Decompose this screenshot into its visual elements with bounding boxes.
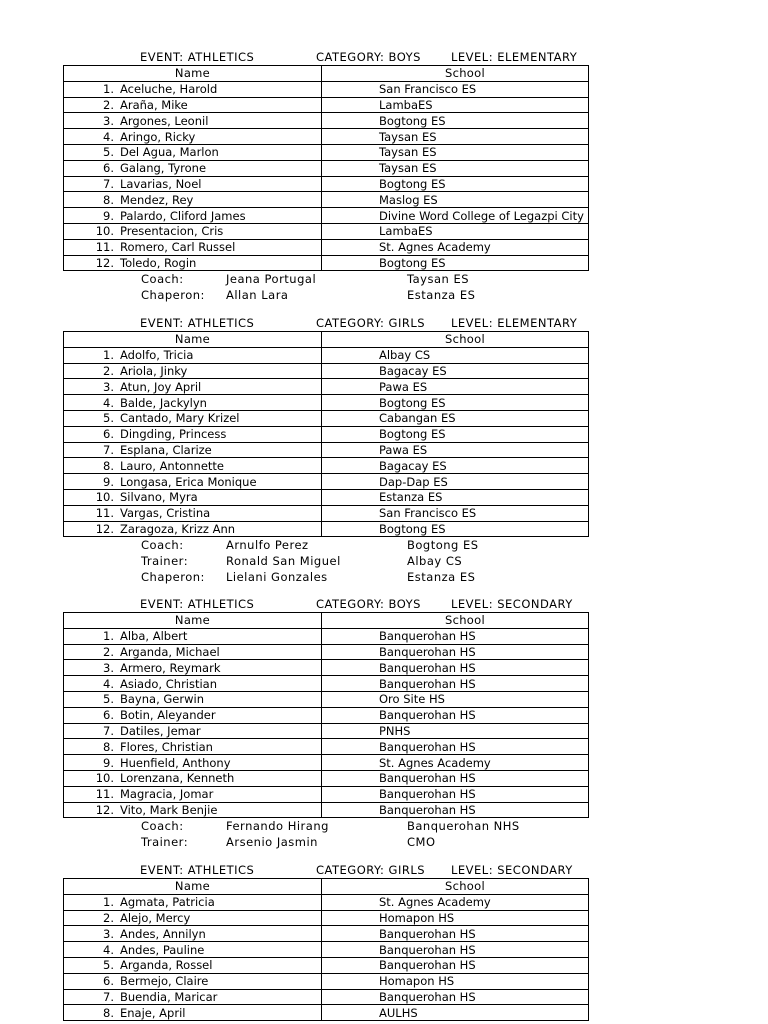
table-row [64,660,589,676]
table-row [64,755,589,771]
row-number: 6. [103,974,114,989]
table-row [64,442,589,458]
row-number: 12. [95,255,114,270]
table-row [64,739,589,755]
table-header-row [64,332,589,348]
participant-school: Banquerohan HS [322,644,589,660]
participant-name: Enaje, April [120,1005,186,1020]
table-row [64,628,589,644]
participant-name: Argones, Leonil [120,113,209,128]
staff-name: Arnulfo Perez [226,538,309,553]
table-row [64,505,589,521]
participant-cell [64,81,322,97]
participant-cell [64,894,322,910]
table-row [64,894,589,910]
participant-name: Cantado, Mary Krizel [120,411,240,426]
participant-name: Bermejo, Claire [120,974,209,989]
section-header [0,315,768,331]
participant-cell [64,489,322,505]
participant-name: Flores, Christian [120,739,213,754]
staff-role: Chaperon: [141,569,205,584]
table-row [64,81,589,97]
participant-school: St. Agnes Academy [322,755,589,771]
participant-name: Atun, Joy April [120,379,202,394]
staff-name: Allan Lara [226,288,289,303]
table-row [64,410,589,426]
column-header-name: Name [64,332,322,348]
participant-school: Cabangan ES [322,410,589,426]
participant-school: PNHS [322,723,589,739]
participant-cell [64,521,322,537]
staff-row [0,569,768,585]
participant-cell [64,802,322,818]
participant-school: Banquerohan HS [322,926,589,942]
participant-school: LambaES [322,97,589,113]
staff-row [0,537,768,553]
participant-cell [64,628,322,644]
participant-cell [64,192,322,208]
row-number: 5. [103,145,114,160]
roster-section [0,596,768,850]
participant-cell [64,910,322,926]
table-row [64,973,589,989]
participant-cell [64,239,322,255]
table-row [64,786,589,802]
participant-name: Alejo, Mercy [120,910,191,925]
level-label: LEVEL: ELEMENTARY [451,50,578,64]
participant-name: Andes, Annilyn [120,926,206,941]
staff-school: Taysan ES [407,272,470,287]
participant-name: Asiado, Christian [120,676,218,691]
participant-name: Lorenzana, Kenneth [120,771,235,786]
participant-school: Divine Word College of Legazpi City [322,208,589,224]
participant-cell [64,957,322,973]
participant-school: St. Agnes Academy [322,894,589,910]
row-number: 1. [103,82,114,97]
participant-school: Maslog ES [322,192,589,208]
row-number: 4. [103,129,114,144]
row-number: 3. [103,926,114,941]
column-header-name: Name [64,613,322,629]
participant-cell [64,973,322,989]
participant-cell [64,176,322,192]
row-number: 2. [103,363,114,378]
row-number: 6. [103,708,114,723]
participant-name: Del Agua, Marlon [120,145,219,160]
participant-name: Arganda, Michael [120,644,220,659]
staff-role: Coach: [141,272,184,287]
staff-row [0,818,768,834]
column-header-school: School [322,332,589,348]
staff-role: Chaperon: [141,288,205,303]
participant-cell [64,1005,322,1021]
row-number: 9. [103,474,114,489]
participant-cell [64,160,322,176]
row-number: 9. [103,208,114,223]
participant-school: Bogtong ES [322,426,589,442]
staff-role: Coach: [141,819,184,834]
participant-school: Banquerohan HS [322,676,589,692]
row-number: 1. [103,348,114,363]
staff-row [0,271,768,287]
table-row [64,691,589,707]
column-header-name: Name [64,879,322,895]
participant-name: Galang, Tyrone [120,161,207,176]
roster-section [0,315,768,584]
table-row [64,458,589,474]
section-header [0,596,768,612]
participant-cell [64,723,322,739]
level-label: LEVEL: ELEMENTARY [451,316,578,330]
section-header [0,49,768,65]
participant-name: Vargas, Cristina [120,506,211,521]
participant-cell [64,144,322,160]
participant-school: AULHS [322,1005,589,1021]
participant-name: Huenfield, Anthony [120,755,231,770]
row-number: 4. [103,676,114,691]
row-number: 7. [103,176,114,191]
participant-cell [64,505,322,521]
row-number: 5. [103,692,114,707]
participant-school: LambaES [322,223,589,239]
table-row [64,474,589,490]
participant-school: Banquerohan HS [322,707,589,723]
row-number: 4. [103,395,114,410]
row-number: 8. [103,1005,114,1020]
participant-school: Albay CS [322,347,589,363]
participant-name: Longasa, Erica Monique [120,474,257,489]
participant-cell [64,989,322,1005]
table-row [64,129,589,145]
table-row [64,723,589,739]
table-header-row [64,66,589,82]
table-row [64,379,589,395]
participant-cell [64,707,322,723]
staff-school: Estanza ES [407,288,476,303]
section-header [0,862,768,878]
participant-cell [64,786,322,802]
participant-name: Aringo, Ricky [120,129,196,144]
category-label: CATEGORY: BOYS [316,50,421,64]
staff-school: Estanza ES [407,569,476,584]
event-label: EVENT: ATHLETICS [140,50,255,64]
participant-cell [64,129,322,145]
table-row [64,192,589,208]
table-row [64,942,589,958]
participant-name: Silvano, Myra [120,490,198,505]
staff-name: Ronald San Miguel [226,554,341,569]
table-row [64,426,589,442]
participant-cell [64,691,322,707]
participant-name: Adolfo, Tricia [120,348,194,363]
table-row [64,910,589,926]
participant-cell [64,208,322,224]
participant-cell [64,442,322,458]
table-row [64,347,589,363]
participant-school: Pawa ES [322,442,589,458]
participant-name: Lavarias, Noel [120,176,202,191]
participant-school: Banquerohan HS [322,628,589,644]
row-number: 1. [103,895,114,910]
table-row [64,521,589,537]
participant-school: Bogtong ES [322,176,589,192]
participant-cell [64,660,322,676]
row-number: 7. [103,989,114,1004]
row-number: 3. [103,660,114,675]
staff-name: Lielani Gonzales [226,569,328,584]
level-label: LEVEL: SECONDARY [451,597,573,611]
participant-name: Dingding, Princess [120,427,227,442]
table-row [64,223,589,239]
staff-row [0,834,768,850]
participant-school: St. Agnes Academy [322,239,589,255]
participant-school: Homapon HS [322,910,589,926]
table-row [64,395,589,411]
row-number: 1. [103,629,114,644]
participant-school: Taysan ES [322,144,589,160]
participant-cell [64,755,322,771]
column-header-name: Name [64,66,322,82]
participant-name: Bayna, Gerwin [120,692,204,707]
row-number: 5. [103,411,114,426]
participant-cell [64,410,322,426]
participant-cell [64,379,322,395]
participant-cell [64,363,322,379]
roster-section [0,49,768,303]
staff-row [0,553,768,569]
level-label: LEVEL: SECONDARY [451,863,573,877]
table-row [64,707,589,723]
roster-table [63,612,589,818]
participant-cell [64,770,322,786]
roster-table [63,331,589,537]
table-row [64,113,589,129]
staff-name: Fernando Hirang [226,819,329,834]
participant-school: Bogtong ES [322,113,589,129]
participant-school: Banquerohan HS [322,942,589,958]
participant-cell [64,255,322,271]
participant-name: Vito, Mark Benjie [120,802,218,817]
row-number: 10. [95,224,114,239]
row-number: 6. [103,161,114,176]
row-number: 2. [103,910,114,925]
category-label: CATEGORY: GIRLS [316,316,426,330]
participant-name: Andes, Pauline [120,942,205,957]
participant-cell [64,347,322,363]
participant-name: Armero, Reymark [120,660,221,675]
table-row [64,770,589,786]
row-number: 7. [103,442,114,457]
participant-cell [64,474,322,490]
participant-school: Banquerohan HS [322,660,589,676]
participant-school: Banquerohan HS [322,802,589,818]
table-header-row [64,613,589,629]
participant-name: Lauro, Antonnette [120,458,225,473]
table-row [64,144,589,160]
participant-cell [64,458,322,474]
participant-name: Magracia, Jomar [120,787,214,802]
participant-school: Taysan ES [322,129,589,145]
participant-school: Banquerohan HS [322,957,589,973]
row-number: 12. [95,521,114,536]
participant-cell [64,739,322,755]
participant-name: Datiles, Jemar [120,723,201,738]
row-number: 9. [103,755,114,770]
participant-cell [64,942,322,958]
participant-cell [64,97,322,113]
participant-cell [64,395,322,411]
participant-name: Esplana, Clarize [120,442,212,457]
row-number: 5. [103,958,114,973]
row-number: 10. [95,771,114,786]
category-label: CATEGORY: BOYS [316,597,421,611]
participant-cell [64,644,322,660]
participant-school: Homapon HS [322,973,589,989]
event-label: EVENT: ATHLETICS [140,863,255,877]
row-number: 4. [103,942,114,957]
table-row [64,644,589,660]
participant-name: Botin, Aleyander [120,708,216,723]
row-number: 2. [103,97,114,112]
participant-name: Palardo, Cliford James [120,208,246,223]
table-header-row [64,879,589,895]
participant-name: Arganda, Rossel [120,958,213,973]
staff-name: Jeana Portugal [226,272,317,287]
participant-school: Estanza ES [322,489,589,505]
column-header-school: School [322,879,589,895]
participant-name: Araña, Mike [120,97,188,112]
table-row [64,160,589,176]
participant-name: Buendia, Maricar [120,989,218,1004]
participant-school: Dap-Dap ES [322,474,589,490]
participant-school: Banquerohan HS [322,739,589,755]
table-row [64,926,589,942]
participant-name: Agmata, Patricia [120,895,215,910]
staff-school: Bogtong ES [407,538,479,553]
participant-name: Aceluche, Harold [120,82,218,97]
table-row [64,208,589,224]
staff-school: Albay CS [407,554,463,569]
event-label: EVENT: ATHLETICS [140,316,255,330]
table-row [64,676,589,692]
row-number: 8. [103,739,114,754]
participant-school: Oro Site HS [322,691,589,707]
participant-name: Presentacion, Cris [120,224,224,239]
table-row [64,957,589,973]
participant-school: Bogtong ES [322,395,589,411]
participant-cell [64,676,322,692]
column-header-school: School [322,613,589,629]
participant-cell [64,426,322,442]
row-number: 3. [103,113,114,128]
staff-school: Banquerohan NHS [407,819,520,834]
table-row [64,176,589,192]
participant-school: Banquerohan HS [322,989,589,1005]
row-number: 12. [95,802,114,817]
table-row [64,363,589,379]
participant-school: San Francisco ES [322,505,589,521]
table-row [64,255,589,271]
roster-table [63,878,589,1021]
row-number: 11. [95,506,114,521]
event-label: EVENT: ATHLETICS [140,597,255,611]
participant-name: Balde, Jackylyn [120,395,207,410]
participant-name: Zaragoza, Krizz Ann [120,521,236,536]
roster-table [63,65,589,271]
table-row [64,97,589,113]
staff-row [0,287,768,303]
table-row [64,489,589,505]
staff-role: Trainer: [141,835,189,850]
participant-school: Pawa ES [322,379,589,395]
staff-role: Trainer: [141,554,189,569]
row-number: 2. [103,644,114,659]
row-number: 11. [95,787,114,802]
participant-school: San Francisco ES [322,81,589,97]
participant-name: Toledo, Rogin [120,255,197,270]
row-number: 7. [103,723,114,738]
participant-school: Taysan ES [322,160,589,176]
participant-school: Banquerohan HS [322,786,589,802]
table-row [64,989,589,1005]
participant-school: Bagacay ES [322,458,589,474]
row-number: 8. [103,458,114,473]
participant-name: Ariola, Jinky [120,363,188,378]
table-row [64,1005,589,1021]
roster-section [0,862,768,1021]
participant-school: Bagacay ES [322,363,589,379]
participant-cell [64,223,322,239]
category-label: CATEGORY: GIRLS [316,863,426,877]
staff-name: Arsenio Jasmin [226,835,318,850]
participant-cell [64,113,322,129]
column-header-school: School [322,66,589,82]
participant-name: Romero, Carl Russel [120,240,236,255]
table-row [64,239,589,255]
staff-role: Coach: [141,538,184,553]
table-row [64,802,589,818]
row-number: 6. [103,427,114,442]
participant-cell [64,926,322,942]
staff-school: CMO [407,835,436,850]
participant-school: Bogtong ES [322,521,589,537]
participant-name: Alba, Albert [120,629,188,644]
participant-name: Mendez, Rey [120,192,194,207]
participant-school: Bogtong ES [322,255,589,271]
row-number: 3. [103,379,114,394]
row-number: 8. [103,192,114,207]
row-number: 11. [95,240,114,255]
participant-school: Banquerohan HS [322,770,589,786]
row-number: 10. [95,490,114,505]
